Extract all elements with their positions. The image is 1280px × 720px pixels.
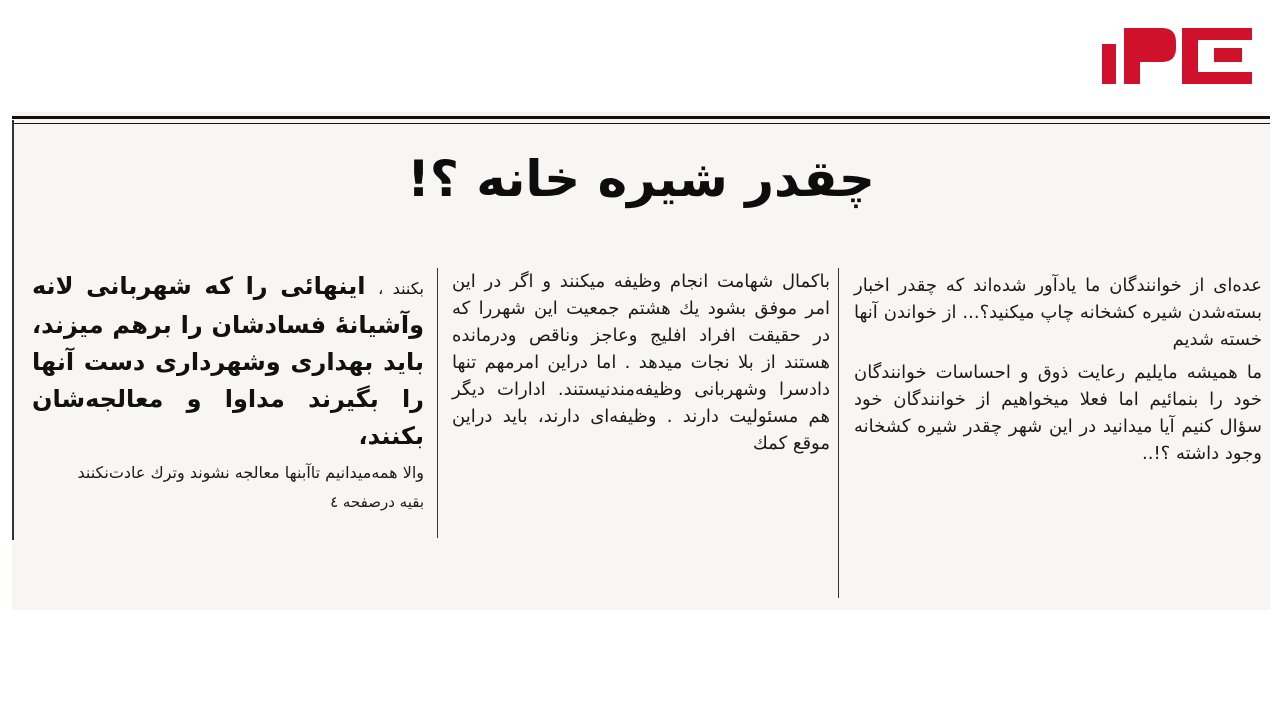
top-rule: [12, 116, 1270, 124]
rokna-logo: [1102, 18, 1262, 88]
continued-note: بقیه درصفحه ٤: [330, 493, 424, 511]
paragraph-right-1: عده‌ای از خوانندگان ما یادآور شده‌اند که چقدر اخبار بسته‌شدن شیره کشخانه چاپ میکنید؟... از خواندن آنها خسته شدیم: [854, 275, 1262, 350]
paragraph-left-lead: [32, 268, 424, 455]
paragraph-middle: باکمال شهامت انجام وظیفه میکنند و اگر در این امر موفق بشود یك هشتم جمعیت این شهررا که در حقیقت افراد افلیج وعاجز وناقص ودرمانده هستند از بلا نجات میدهد . اما دراین امرمهم تنها دادسرا وشهربانی وظیفه‌مندنیستند. ادارات دیگر هم مسئولیت دارند . وظیفه‌ای دارند، باید دراین موقع کمك: [452, 271, 830, 454]
column-divider-right: [838, 268, 839, 598]
paragraph-left-rest: والا همه‌میدانیم تاآبنها معالجه نشوند وترك عادت‌نکنند: [77, 463, 424, 482]
column-middle: [452, 268, 830, 463]
column-right: [854, 272, 1262, 473]
paragraph-right-2: ما همیشه مایلیم رعایت ذوق و احساسات خوانندگان خود را بنمائیم اما فعلا میخواهیم از خوانندگان خود سؤال کنیم آیا میدانید در این شهر چقدر شیره کشخانه وجود داشته ؟!..: [854, 362, 1262, 464]
left-lead-text: اینهائی را که شهربانی لانه وآشیانهٔ فسادشان را برهم میزند، باید بهداری وشهرداری دست آنها را بگیرند مداوا و معالجه‌شان بکنند،: [32, 272, 424, 450]
article-headline: چقدر شیره خانه ؟!: [407, 150, 875, 208]
left-start-text: بکنند ،: [378, 279, 425, 298]
column-left: [32, 268, 424, 519]
newspaper-clipping: [12, 112, 1270, 610]
column-divider-left: [437, 268, 438, 538]
